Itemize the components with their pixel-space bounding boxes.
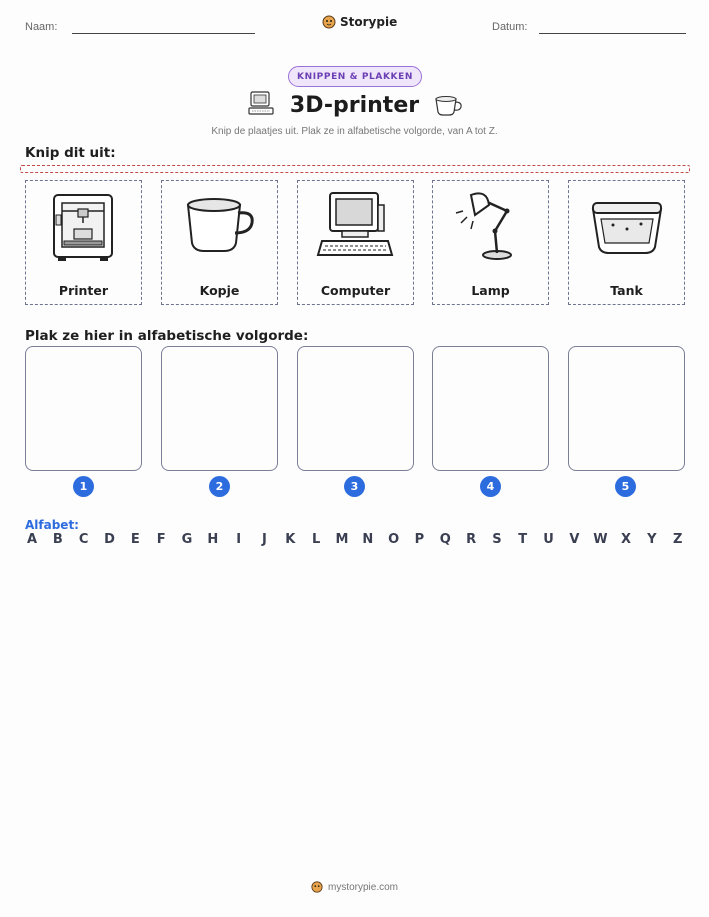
name-label: Naam:	[25, 21, 58, 33]
cup-icon	[433, 94, 465, 118]
alphabet-letter: T	[518, 532, 528, 547]
card-label: Tank	[610, 283, 643, 298]
alphabet-letter: Y	[647, 532, 657, 547]
brand-name: Storypie	[340, 15, 398, 29]
tank-container-icon	[587, 187, 667, 267]
cup-icon	[180, 187, 260, 267]
computer-icon	[316, 187, 396, 267]
alphabet-letter: F	[156, 532, 166, 547]
card-label: Printer	[58, 283, 109, 298]
brand-logo	[322, 14, 397, 30]
instructions: Knip de plaatjes uit. Plak ze in alfabetische volgorde, van A tot Z.	[211, 126, 498, 137]
alphabet-letter: S	[492, 532, 502, 547]
paste-section-heading: Plak ze hier in alfabetische volgorde:	[25, 328, 309, 344]
desk-lamp-icon	[451, 187, 531, 267]
alphabet-letter: B	[52, 532, 63, 547]
paste-box-1[interactable]	[25, 346, 142, 471]
alphabet-letter: R	[466, 532, 477, 547]
alphabet-title: Alfabet:	[25, 518, 79, 532]
storypie-mascot-icon	[322, 14, 336, 30]
alphabet-letter: V	[569, 532, 580, 547]
3d-printer-icon	[44, 187, 124, 267]
alphabet-letter: A	[26, 532, 38, 547]
worksheet-title: 3D-printer	[289, 93, 420, 118]
cut-section-heading: Knip dit uit:	[25, 145, 116, 161]
slot-number: 3	[344, 476, 365, 497]
alphabet-letter: X	[621, 532, 632, 547]
cut-card-lamp[interactable]	[432, 180, 549, 305]
paste-box-4[interactable]	[432, 346, 549, 471]
alphabet-letter: H	[207, 532, 219, 547]
alphabet-letter: M	[335, 532, 349, 547]
alphabet-letter: N	[362, 532, 374, 547]
slot-number: 2	[209, 476, 230, 497]
cut-card-printer[interactable]	[25, 180, 142, 305]
alphabet-letter: O	[388, 532, 400, 547]
date-line[interactable]	[539, 33, 686, 34]
paste-box-3[interactable]	[297, 346, 414, 471]
cut-line	[20, 165, 690, 173]
storypie-mascot-icon	[311, 880, 323, 894]
cut-card-tank[interactable]	[568, 180, 685, 305]
alphabet-letter: J	[262, 532, 267, 547]
paste-box-2[interactable]	[161, 346, 278, 471]
card-label: Lamp	[471, 283, 510, 298]
card-label: Computer	[320, 283, 391, 298]
activity-badge: KNIPPEN & PLAKKEN	[288, 66, 422, 87]
alphabet-letter: Q	[439, 532, 451, 547]
alphabet-letter: P	[414, 532, 425, 547]
footer	[0, 880, 709, 894]
alphabet-letter: Z	[672, 532, 683, 547]
alphabet-letter: L	[311, 532, 321, 547]
alphabet-row	[25, 532, 685, 547]
alphabet-letter: W	[593, 532, 608, 547]
footer-site[interactable]: mystorypie.com	[327, 881, 398, 893]
slot-number: 4	[480, 476, 501, 497]
paste-box-5[interactable]	[568, 346, 685, 471]
alphabet-letter: G	[181, 532, 193, 547]
alphabet-letter: I	[236, 532, 242, 547]
alphabet-letter: K	[285, 532, 296, 547]
slot-number: 1	[73, 476, 94, 497]
slot-number: 5	[615, 476, 636, 497]
alphabet-letter: U	[543, 532, 554, 547]
name-line[interactable]	[72, 33, 255, 34]
alphabet-letter: E	[130, 532, 140, 547]
cut-card-computer[interactable]	[297, 180, 414, 305]
alphabet-letter: D	[104, 532, 115, 547]
card-label: Kopje	[199, 283, 240, 298]
cut-card-kopje[interactable]	[161, 180, 278, 305]
alphabet-letter: C	[78, 532, 89, 547]
date-label: Datum:	[492, 21, 528, 33]
